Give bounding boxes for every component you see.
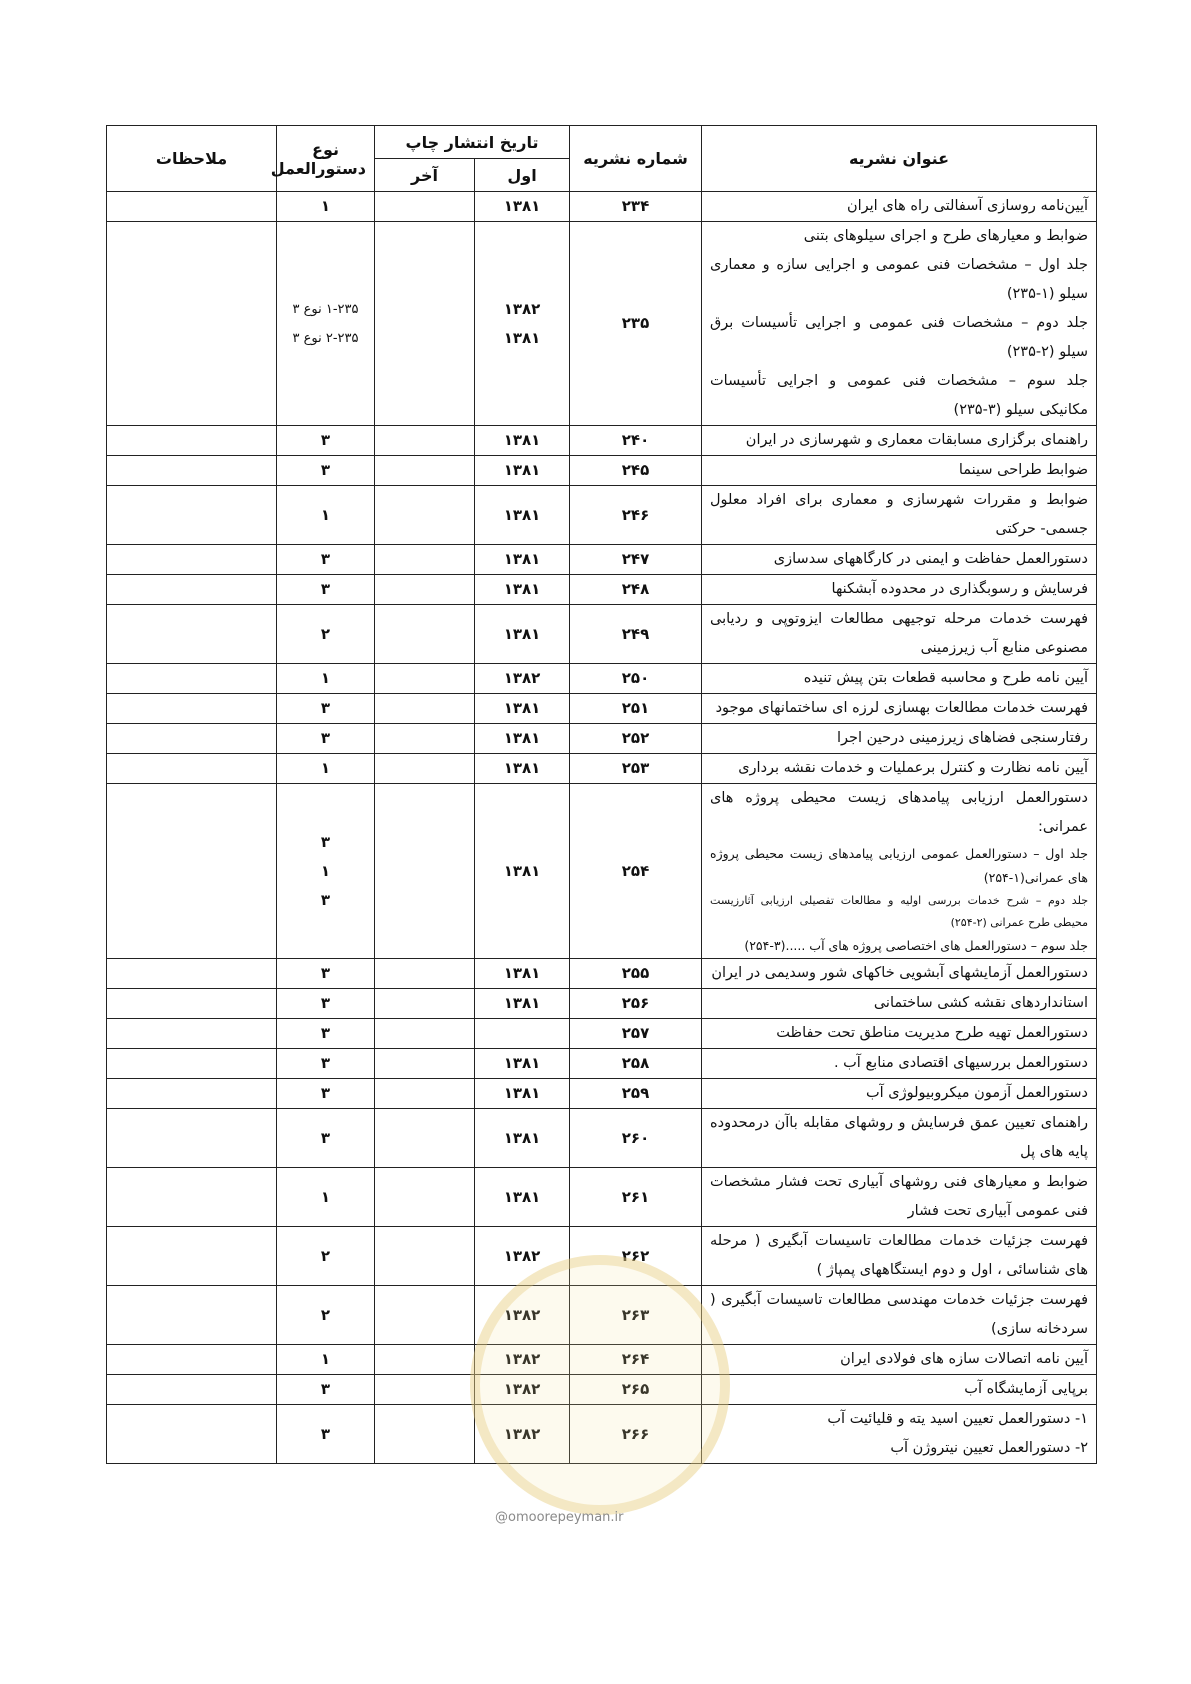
title-line: فهرست خدمات مطالعات بهسازی لرزه ای ساختمانهای موجود	[715, 700, 1089, 716]
cell-number: ۲۶۰	[570, 1109, 702, 1168]
cell-number: ۲۴۸	[570, 575, 702, 605]
cell-first-date	[475, 1079, 570, 1109]
type-value: ۳	[320, 1380, 331, 1398]
cell-title	[702, 192, 1097, 222]
table-row	[107, 664, 1097, 694]
title-line: استانداردهای نقشه کشی ساختمانی	[873, 995, 1089, 1011]
cell-last-date	[375, 1109, 475, 1168]
cell-notes	[107, 426, 277, 456]
cell-notes	[107, 1375, 277, 1405]
type-value: ۱	[320, 861, 331, 880]
cell-title	[702, 1079, 1097, 1109]
title-line: آیین نامه طرح و محاسبه قطعات بتن پیش تنیده	[803, 670, 1089, 686]
cell-type	[277, 959, 375, 989]
cell-first-date	[475, 959, 570, 989]
title-line: آیین نامه اتصالات سازه های فولادی ایران	[840, 1351, 1089, 1367]
header-type: نوع دستورالعمل	[277, 126, 375, 192]
cell-first-date	[475, 754, 570, 784]
cell-title	[702, 545, 1097, 575]
cell-title	[702, 959, 1097, 989]
cell-type	[277, 545, 375, 575]
cell-type	[277, 784, 375, 959]
table-row	[107, 575, 1097, 605]
title-line: آیین نامه نظارت و کنترل برعملیات و خدمات نقشه برداری	[738, 760, 1089, 776]
first-date-value: ۱۳۸۱	[503, 964, 541, 982]
type-value: ۳	[320, 550, 331, 568]
table-row	[107, 784, 1097, 959]
cell-notes	[107, 959, 277, 989]
cell-notes	[107, 694, 277, 724]
table-row	[107, 1375, 1097, 1405]
table-row	[107, 1079, 1097, 1109]
cell-number: ۲۶۲	[570, 1227, 702, 1286]
cell-type	[277, 694, 375, 724]
cell-type	[277, 1168, 375, 1227]
type-value: ۳	[320, 964, 331, 982]
title-line: ضوابط و معیارهای فنی روشهای آبیاری تحت فشار مشخصات فنی عمومی آبیاری تحت فشار	[710, 1174, 1089, 1219]
cell-title	[702, 1286, 1097, 1345]
cell-number: ۲۵۲	[570, 724, 702, 754]
first-date-value: ۱۳۸۱	[503, 1128, 541, 1147]
first-date-value: ۱۳۸۲	[503, 1424, 541, 1443]
cell-notes	[107, 1019, 277, 1049]
first-date-value: ۱۳۸۱	[503, 197, 541, 215]
title-line: جلد اول – دستورالعمل عمومی ارزیابی پیامدهای زیست محیطی پروژه های عمرانی(۱-۲۵۴)	[710, 846, 1089, 885]
title-line: فهرست خدمات مرحله توجیهی مطالعات ایزوتوپی و ردیابی مصنوعی منابع آب زیرزمینی	[710, 611, 1089, 656]
header-date: تاریخ انتشار چاپ	[375, 126, 570, 159]
first-date-value: ۱۳۸۲	[503, 1380, 541, 1398]
cell-type	[277, 1227, 375, 1286]
cell-notes	[107, 1109, 277, 1168]
title-line: دستورالعمل آزمون میکروبیولوژی آب	[865, 1085, 1089, 1101]
cell-last-date	[375, 222, 475, 426]
cell-first-date	[475, 545, 570, 575]
table-row	[107, 1227, 1097, 1286]
first-date-value: ۱۳۸۱	[503, 624, 541, 643]
table-row	[107, 694, 1097, 724]
title-line: جلد سوم – مشخصات فنی عمومی و اجرایی تأسیسات مکانیکی سیلو (۳-۲۳۵)	[710, 373, 1089, 418]
title-line: ۲- دستورالعمل تعیین نیتروژن آب	[890, 1440, 1089, 1456]
cell-last-date	[375, 1345, 475, 1375]
first-date-value: ۱۳۸۲	[503, 1305, 541, 1324]
cell-title	[702, 664, 1097, 694]
cell-first-date	[475, 1109, 570, 1168]
cell-title	[702, 1345, 1097, 1375]
cell-notes	[107, 1345, 277, 1375]
cell-last-date	[375, 754, 475, 784]
title-line: جلد سوم – دستورالعمل های اختصاصی پروژه های آب .....(۳-۲۵۴)	[744, 938, 1089, 953]
type-value: ۳	[320, 431, 331, 449]
cell-last-date	[375, 1227, 475, 1286]
cell-notes	[107, 1227, 277, 1286]
cell-title	[702, 1405, 1097, 1464]
table-row	[107, 486, 1097, 545]
cell-last-date	[375, 1405, 475, 1464]
cell-last-date	[375, 1375, 475, 1405]
cell-last-date	[375, 694, 475, 724]
type-value: ۳	[320, 580, 331, 598]
table-row	[107, 426, 1097, 456]
cell-title	[702, 1109, 1097, 1168]
first-date-value: ۱۳۸۱	[503, 759, 541, 777]
cell-type	[277, 426, 375, 456]
table-row	[107, 1049, 1097, 1079]
cell-notes	[107, 784, 277, 959]
cell-number: ۲۴۰	[570, 426, 702, 456]
type-value: ۲	[320, 1246, 331, 1265]
cell-title	[702, 784, 1097, 959]
header-number: شماره نشریه	[570, 126, 702, 192]
type-value: ۳	[320, 832, 331, 851]
title-line: راهنمای تعیین عمق فرسایش و روشهای مقابله باآن درمحدوده پایه های پل	[710, 1115, 1089, 1160]
cell-number: ۲۶۵	[570, 1375, 702, 1405]
first-date-value: ۱۳۸۱	[503, 729, 541, 747]
cell-first-date	[475, 989, 570, 1019]
cell-first-date	[475, 605, 570, 664]
first-date-value: ۱۳۸۱	[503, 1054, 541, 1072]
table-row	[107, 754, 1097, 784]
table-row	[107, 222, 1097, 426]
table-row	[107, 959, 1097, 989]
first-date-value: ۱۳۸۲	[503, 299, 541, 318]
cell-first-date	[475, 1375, 570, 1405]
type-value: ۳	[320, 461, 331, 479]
title-line: ضوابط و معیارهای طرح و اجرای سیلوهای بتنی	[803, 228, 1089, 244]
title-line: ضوابط طراحی سینما	[958, 462, 1089, 478]
title-line: جلد دوم – شرح خدمات بررسی اولیه و مطالعات تفصیلی ارزیابی آثارزیست محیطی طرح عمرانی (۲-۲۵۴)	[710, 894, 1089, 929]
first-date-value: ۱۳۸۱	[503, 328, 541, 347]
type-value: ۱	[320, 1187, 331, 1206]
cell-number: ۲۴۵	[570, 456, 702, 486]
cell-type	[277, 1375, 375, 1405]
cell-number: ۲۶۳	[570, 1286, 702, 1345]
cell-notes	[107, 1049, 277, 1079]
title-line: فرسایش و رسوبگذاری در محدوده آبشکنها	[831, 581, 1089, 597]
first-date-value: ۱۳۸۱	[503, 699, 541, 717]
title-line: راهنمای برگزاری مسابقات معماری و شهرسازی در ایران	[745, 432, 1089, 448]
cell-notes	[107, 1405, 277, 1464]
cell-type	[277, 1109, 375, 1168]
cell-type	[277, 1049, 375, 1079]
cell-first-date	[475, 456, 570, 486]
cell-first-date	[475, 1345, 570, 1375]
cell-last-date	[375, 1049, 475, 1079]
cell-title	[702, 456, 1097, 486]
table-row	[107, 1345, 1097, 1375]
cell-number: ۲۳۴	[570, 192, 702, 222]
type-value: ۳	[320, 1024, 331, 1042]
cell-notes	[107, 1079, 277, 1109]
cell-notes	[107, 724, 277, 754]
cell-type	[277, 486, 375, 545]
table-row	[107, 1405, 1097, 1464]
cell-first-date	[475, 1405, 570, 1464]
table-row	[107, 1019, 1097, 1049]
first-date-value: ۱۳۸۱	[503, 461, 541, 479]
cell-notes	[107, 1168, 277, 1227]
cell-type	[277, 754, 375, 784]
cell-type	[277, 456, 375, 486]
cell-first-date	[475, 1168, 570, 1227]
title-line: دستورالعمل ارزیابی پیامدهای زیست محیطی پروژه های عمرانی:	[710, 790, 1089, 835]
type-value: ۳	[320, 1128, 331, 1147]
cell-title	[702, 575, 1097, 605]
cell-first-date	[475, 1286, 570, 1345]
cell-number: ۲۵۳	[570, 754, 702, 784]
cell-first-date	[475, 426, 570, 456]
cell-notes	[107, 222, 277, 426]
cell-first-date	[475, 784, 570, 959]
cell-number: ۲۵۴	[570, 784, 702, 959]
cell-title	[702, 605, 1097, 664]
cell-notes	[107, 456, 277, 486]
cell-first-date	[475, 1019, 570, 1049]
cell-notes	[107, 192, 277, 222]
cell-notes	[107, 545, 277, 575]
type-value: ۱-۲۳۵ نوع ۳	[292, 301, 359, 317]
first-date-value: ۱۳۸۱	[503, 1187, 541, 1206]
cell-notes	[107, 989, 277, 1019]
cell-type	[277, 1345, 375, 1375]
type-value: ۱	[320, 197, 331, 215]
cell-first-date	[475, 486, 570, 545]
title-line: رفتارسنجی فضاهای زیرزمینی درحین اجرا	[837, 730, 1089, 746]
cell-title	[702, 222, 1097, 426]
cell-last-date	[375, 664, 475, 694]
first-date-value: ۱۳۸۱	[503, 580, 541, 598]
cell-title	[702, 1019, 1097, 1049]
first-date-value: ۱۳۸۱	[503, 1084, 541, 1102]
first-date-value: ۱۳۸۱	[503, 431, 541, 449]
type-value: ۳	[320, 699, 331, 717]
cell-type	[277, 989, 375, 1019]
cell-last-date	[375, 456, 475, 486]
cell-type	[277, 1286, 375, 1345]
cell-notes	[107, 486, 277, 545]
type-value: ۱	[320, 505, 331, 524]
cell-title	[702, 989, 1097, 1019]
cell-first-date	[475, 1049, 570, 1079]
cell-type	[277, 575, 375, 605]
title-line: ضوابط و مقررات شهرسازی و معماری برای افراد معلول جسمی- حرکتی	[710, 492, 1089, 537]
cell-type	[277, 1079, 375, 1109]
type-value: ۲-۲۳۵ نوع ۳	[292, 330, 359, 346]
cell-number: ۲۵۷	[570, 1019, 702, 1049]
cell-title	[702, 1049, 1097, 1079]
title-line: دستورالعمل تهیه طرح مدیریت مناطق تحت حفاظت	[776, 1025, 1089, 1041]
cell-last-date	[375, 989, 475, 1019]
cell-title	[702, 1168, 1097, 1227]
cell-number: ۲۵۰	[570, 664, 702, 694]
cell-type	[277, 605, 375, 664]
first-date-value: ۱۳۸۱	[503, 994, 541, 1012]
table-row	[107, 545, 1097, 575]
cell-last-date	[375, 1019, 475, 1049]
cell-last-date	[375, 1079, 475, 1109]
cell-number: ۲۵۹	[570, 1079, 702, 1109]
cell-number: ۲۵۶	[570, 989, 702, 1019]
table-row	[107, 1168, 1097, 1227]
type-value: ۳	[320, 890, 331, 909]
publications-table	[106, 125, 1097, 1464]
cell-title	[702, 724, 1097, 754]
title-line: جلد دوم – مشخصات فنی عمومی و اجرایی تأسیسات برق سیلو (۲-۲۳۵)	[710, 315, 1089, 360]
table-row	[107, 1286, 1097, 1345]
cell-last-date	[375, 1168, 475, 1227]
table-row	[107, 1109, 1097, 1168]
first-date-value: ۱۳۸۲	[503, 1246, 541, 1265]
first-date-value: ۱۳۸۱	[503, 505, 541, 524]
type-value: ۲	[320, 624, 331, 643]
table-row	[107, 989, 1097, 1019]
cell-last-date	[375, 545, 475, 575]
table-row	[107, 605, 1097, 664]
cell-number: ۲۴۷	[570, 545, 702, 575]
table-row	[107, 724, 1097, 754]
header-notes: ملاحظات	[107, 126, 277, 192]
cell-number: ۲۵۵	[570, 959, 702, 989]
cell-first-date	[475, 1227, 570, 1286]
cell-first-date	[475, 724, 570, 754]
type-value: ۱	[320, 669, 331, 687]
first-date-value: ۱۳۸۱	[503, 550, 541, 568]
cell-last-date	[375, 605, 475, 664]
cell-type	[277, 222, 375, 426]
cell-type	[277, 724, 375, 754]
header-title: عنوان نشریه	[702, 126, 1097, 192]
title-line: فهرست جزئیات خدمات مطالعات تاسیسات آبگیری ( مرحله های شناسائی ، اول و دوم ایستگاههای پمپاژ )	[710, 1233, 1089, 1278]
cell-notes	[107, 605, 277, 664]
cell-last-date	[375, 192, 475, 222]
cell-first-date	[475, 222, 570, 426]
cell-last-date	[375, 959, 475, 989]
title-line: ۱- دستورالعمل تعیین اسید یته و قلیائیت آب	[827, 1411, 1089, 1427]
cell-last-date	[375, 1286, 475, 1345]
cell-notes	[107, 664, 277, 694]
title-line: دستورالعمل آزمایشهای آبشویی خاکهای شور وسدیمی در ایران	[711, 965, 1089, 981]
title-line: دستورالعمل بررسیهای اقتصادی منابع آب .	[833, 1055, 1089, 1071]
cell-type	[277, 192, 375, 222]
cell-notes	[107, 575, 277, 605]
first-date-value: ۱۳۸۱	[503, 861, 541, 880]
cell-first-date	[475, 694, 570, 724]
title-line: دستورالعمل حفاظت و ایمنی در کارگاههای سدسازی	[773, 551, 1089, 567]
cell-title	[702, 694, 1097, 724]
type-value: ۳	[320, 1424, 331, 1443]
title-line: فهرست جزئیات خدمات مهندسی مطالعات تاسیسات آبگیری ( سردخانه سازی)	[710, 1292, 1089, 1337]
first-date-value: ۱۳۸۲	[503, 1350, 541, 1368]
cell-first-date	[475, 192, 570, 222]
type-value: ۱	[320, 1350, 331, 1368]
table-row	[107, 192, 1097, 222]
cell-notes	[107, 1286, 277, 1345]
watermark-url: @omoorepeyman.ir	[495, 1510, 624, 1525]
type-value: ۳	[320, 1054, 331, 1072]
type-value: ۳	[320, 729, 331, 747]
cell-notes	[107, 754, 277, 784]
cell-last-date	[375, 426, 475, 456]
cell-title	[702, 486, 1097, 545]
table-row	[107, 456, 1097, 486]
type-value: ۳	[320, 1084, 331, 1102]
cell-type	[277, 1019, 375, 1049]
cell-last-date	[375, 784, 475, 959]
cell-last-date	[375, 575, 475, 605]
cell-first-date	[475, 575, 570, 605]
title-line: برپایی آزمایشگاه آب	[964, 1381, 1089, 1397]
cell-number: ۲۴۶	[570, 486, 702, 545]
cell-number: ۲۵۱	[570, 694, 702, 724]
cell-type	[277, 1405, 375, 1464]
cell-number: ۲۴۹	[570, 605, 702, 664]
type-value: ۲	[320, 1305, 331, 1324]
cell-first-date	[475, 664, 570, 694]
title-line: جلد اول – مشخصات فنی عمومی و اجرایی سازه و معماری سیلو (۱-۲۳۵)	[710, 257, 1089, 302]
header-last: آخر	[375, 159, 475, 192]
type-value: ۱	[320, 759, 331, 777]
cell-title	[702, 426, 1097, 456]
cell-number: ۲۶۴	[570, 1345, 702, 1375]
cell-title	[702, 754, 1097, 784]
cell-number: ۲۶۱	[570, 1168, 702, 1227]
header-first: اول	[475, 159, 570, 192]
cell-last-date	[375, 486, 475, 545]
cell-number: ۲۶۶	[570, 1405, 702, 1464]
cell-number: ۲۵۸	[570, 1049, 702, 1079]
cell-type	[277, 664, 375, 694]
title-line: آیین‌نامه روسازی آسفالتی راه های ایران	[846, 198, 1089, 214]
cell-title	[702, 1375, 1097, 1405]
cell-last-date	[375, 724, 475, 754]
cell-title	[702, 1227, 1097, 1286]
type-value: ۳	[320, 994, 331, 1012]
first-date-value: ۱۳۸۲	[503, 669, 541, 687]
cell-number: ۲۳۵	[570, 222, 702, 426]
